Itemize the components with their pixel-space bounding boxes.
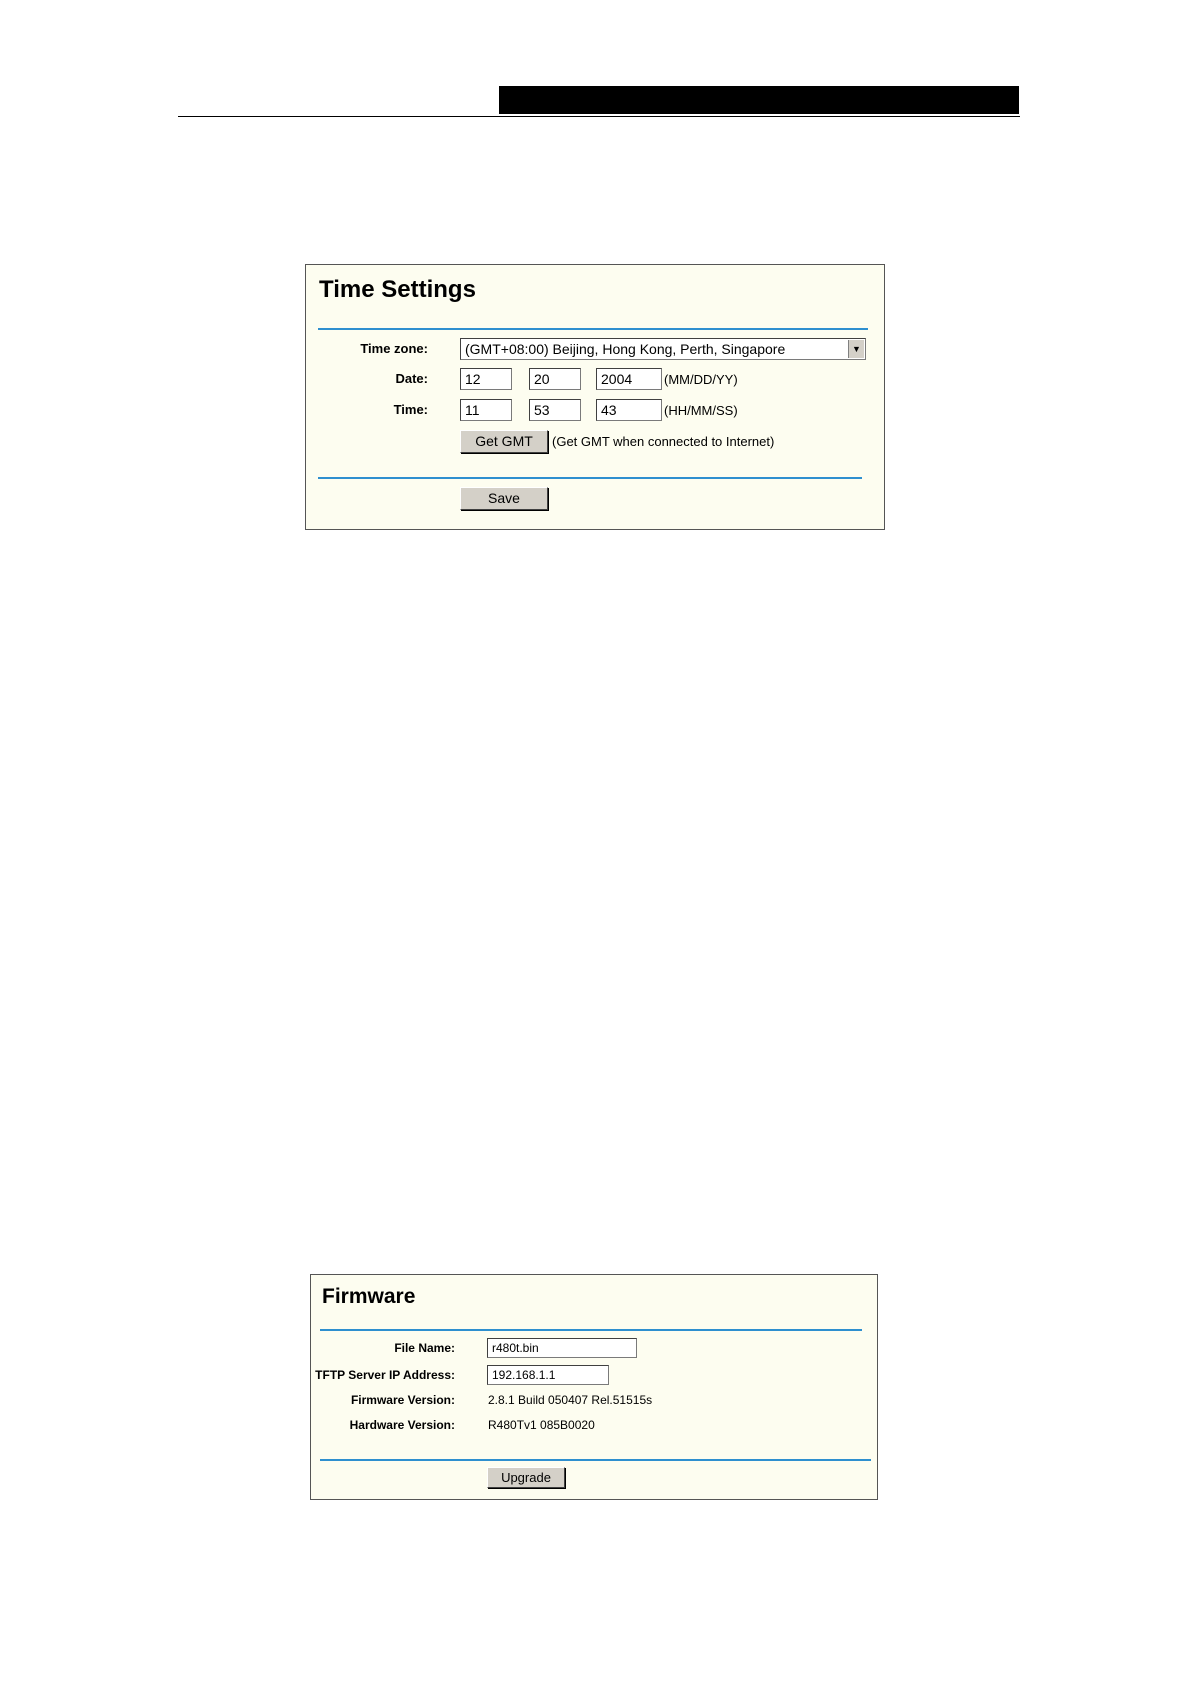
firmware-version-value: 2.8.1 Build 050407 Rel.51515s xyxy=(488,1393,653,1407)
time-settings-bottom-rule xyxy=(318,477,862,479)
time-second-input[interactable]: 43 xyxy=(596,399,662,421)
time-minute-input[interactable]: 53 xyxy=(529,399,581,421)
hardware-version-value: R480Tv1 085B0020 xyxy=(488,1418,595,1432)
time-settings-title: Time Settings xyxy=(319,276,476,303)
upgrade-button[interactable]: Upgrade xyxy=(487,1467,565,1488)
date-label: Date: xyxy=(395,371,428,386)
firmware-title: Firmware xyxy=(322,1285,416,1308)
get-gmt-hint: (Get GMT when connected to Internet) xyxy=(552,434,775,449)
save-button[interactable]: Save xyxy=(460,487,548,510)
get-gmt-button[interactable]: Get GMT xyxy=(460,430,548,453)
time-settings-panel xyxy=(305,264,885,530)
timezone-value: (GMT+08:00) Beijing, Hong Kong, Perth, Singapore xyxy=(465,341,786,357)
timezone-select[interactable] xyxy=(460,338,866,360)
time-format-hint: (HH/MM/SS) xyxy=(664,403,738,418)
firmware-panel xyxy=(310,1274,878,1500)
firmware-bottom-rule xyxy=(320,1459,871,1461)
date-format-hint: (MM/DD/YY) xyxy=(664,372,738,387)
hardware-version-label: Hardware Version: xyxy=(349,1418,455,1432)
chevron-down-icon[interactable]: ▼ xyxy=(848,340,864,358)
tftp-label: TFTP Server IP Address: xyxy=(315,1368,455,1382)
file-name-label: File Name: xyxy=(394,1341,455,1355)
time-hour-input[interactable]: 11 xyxy=(460,399,512,421)
date-year-input[interactable]: 2004 xyxy=(596,368,662,390)
firmware-top-rule xyxy=(320,1329,862,1331)
time-label: Time: xyxy=(393,402,428,417)
firmware-version-label: Firmware Version: xyxy=(350,1393,455,1407)
date-month-input[interactable]: 12 xyxy=(460,368,512,390)
header-rule xyxy=(178,116,1020,117)
timezone-label: Time zone: xyxy=(360,341,428,356)
header-bar xyxy=(499,86,1019,114)
time-settings-top-rule xyxy=(318,328,868,330)
file-name-input[interactable]: r480t.bin xyxy=(487,1338,637,1358)
tftp-input[interactable]: 192.168.1.1 xyxy=(487,1365,609,1385)
date-day-input[interactable]: 20 xyxy=(529,368,581,390)
